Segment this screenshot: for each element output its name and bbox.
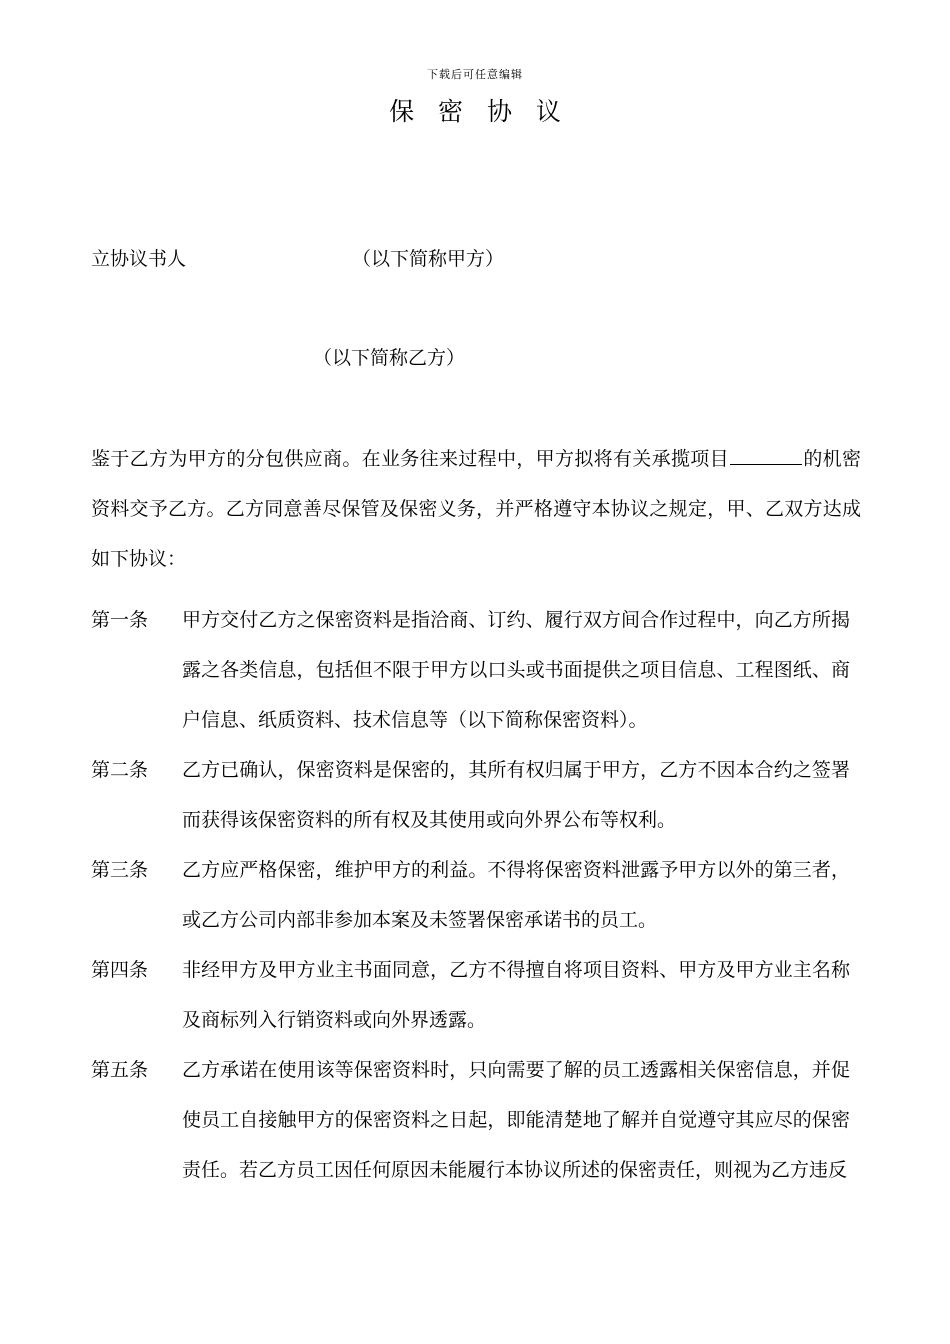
article-text: 乙方应严格保密，维护甲方的利益。不得将保密资料泄露予甲方以外的第三者，或乙方公司内部非参加本案及未签署保密承诺书的员工。 <box>182 859 850 931</box>
project-name-blank <box>730 444 802 465</box>
article-label: 第二条 <box>91 759 149 781</box>
article-label: 第四条 <box>91 959 149 981</box>
article-label: 第三条 <box>91 859 149 881</box>
article-label: 第五条 <box>91 1059 149 1081</box>
header-note: 下载后可任意编辑 <box>427 68 523 81</box>
preamble-text-end: 的机密资料交予乙方。乙方同意善尽保管及保密义务，并严格遵守本协议之规定，甲、乙双方达成如下协议： <box>91 448 861 570</box>
party-a-label: 立协议书人 <box>91 248 187 270</box>
article-text: 甲方交付乙方之保密资料是指洽商、订约、履行双方间合作过程中，向乙方所揭露之各类信息，包括但不限于甲方以口头或书面提供之项目信息、工程图纸、商户信息、纸质资料、技术信息等（以下简称保密资料）。 <box>182 609 850 731</box>
party-a-note: （以下简称甲方） <box>352 248 505 270</box>
preamble-paragraph <box>91 434 861 584</box>
document-title: 保 密 协 议 <box>389 97 569 126</box>
article-text: 乙方已确认，保密资料是保密的，其所有权归属于甲方，乙方不因本合约之签署而获得该保密资料的所有权及其使用或向外界公布等权利。 <box>182 759 850 831</box>
party-b-note: （以下简称乙方） <box>313 347 466 369</box>
preamble-text-start: 鉴于乙方为甲方的分包供应商。在业务往来过程中，甲方拟将有关承揽项目 <box>91 448 729 470</box>
article-label: 第一条 <box>91 609 149 631</box>
article-text: 乙方承诺在使用该等保密资料时，只向需要了解的员工透露相关保密信息，并促使员工自接触甲方的保密资料之日起，即能清楚地了解并自觉遵守其应尽的保密责任。若乙方员工因任何原因未能履行本协议所述的保密责任，则视为乙方违反 <box>182 1059 850 1181</box>
article-text: 非经甲方及甲方业主书面同意，乙方不得擅自将项目资料、甲方及甲方业主名称及商标列入行销资料或向外界透露。 <box>182 959 850 1031</box>
